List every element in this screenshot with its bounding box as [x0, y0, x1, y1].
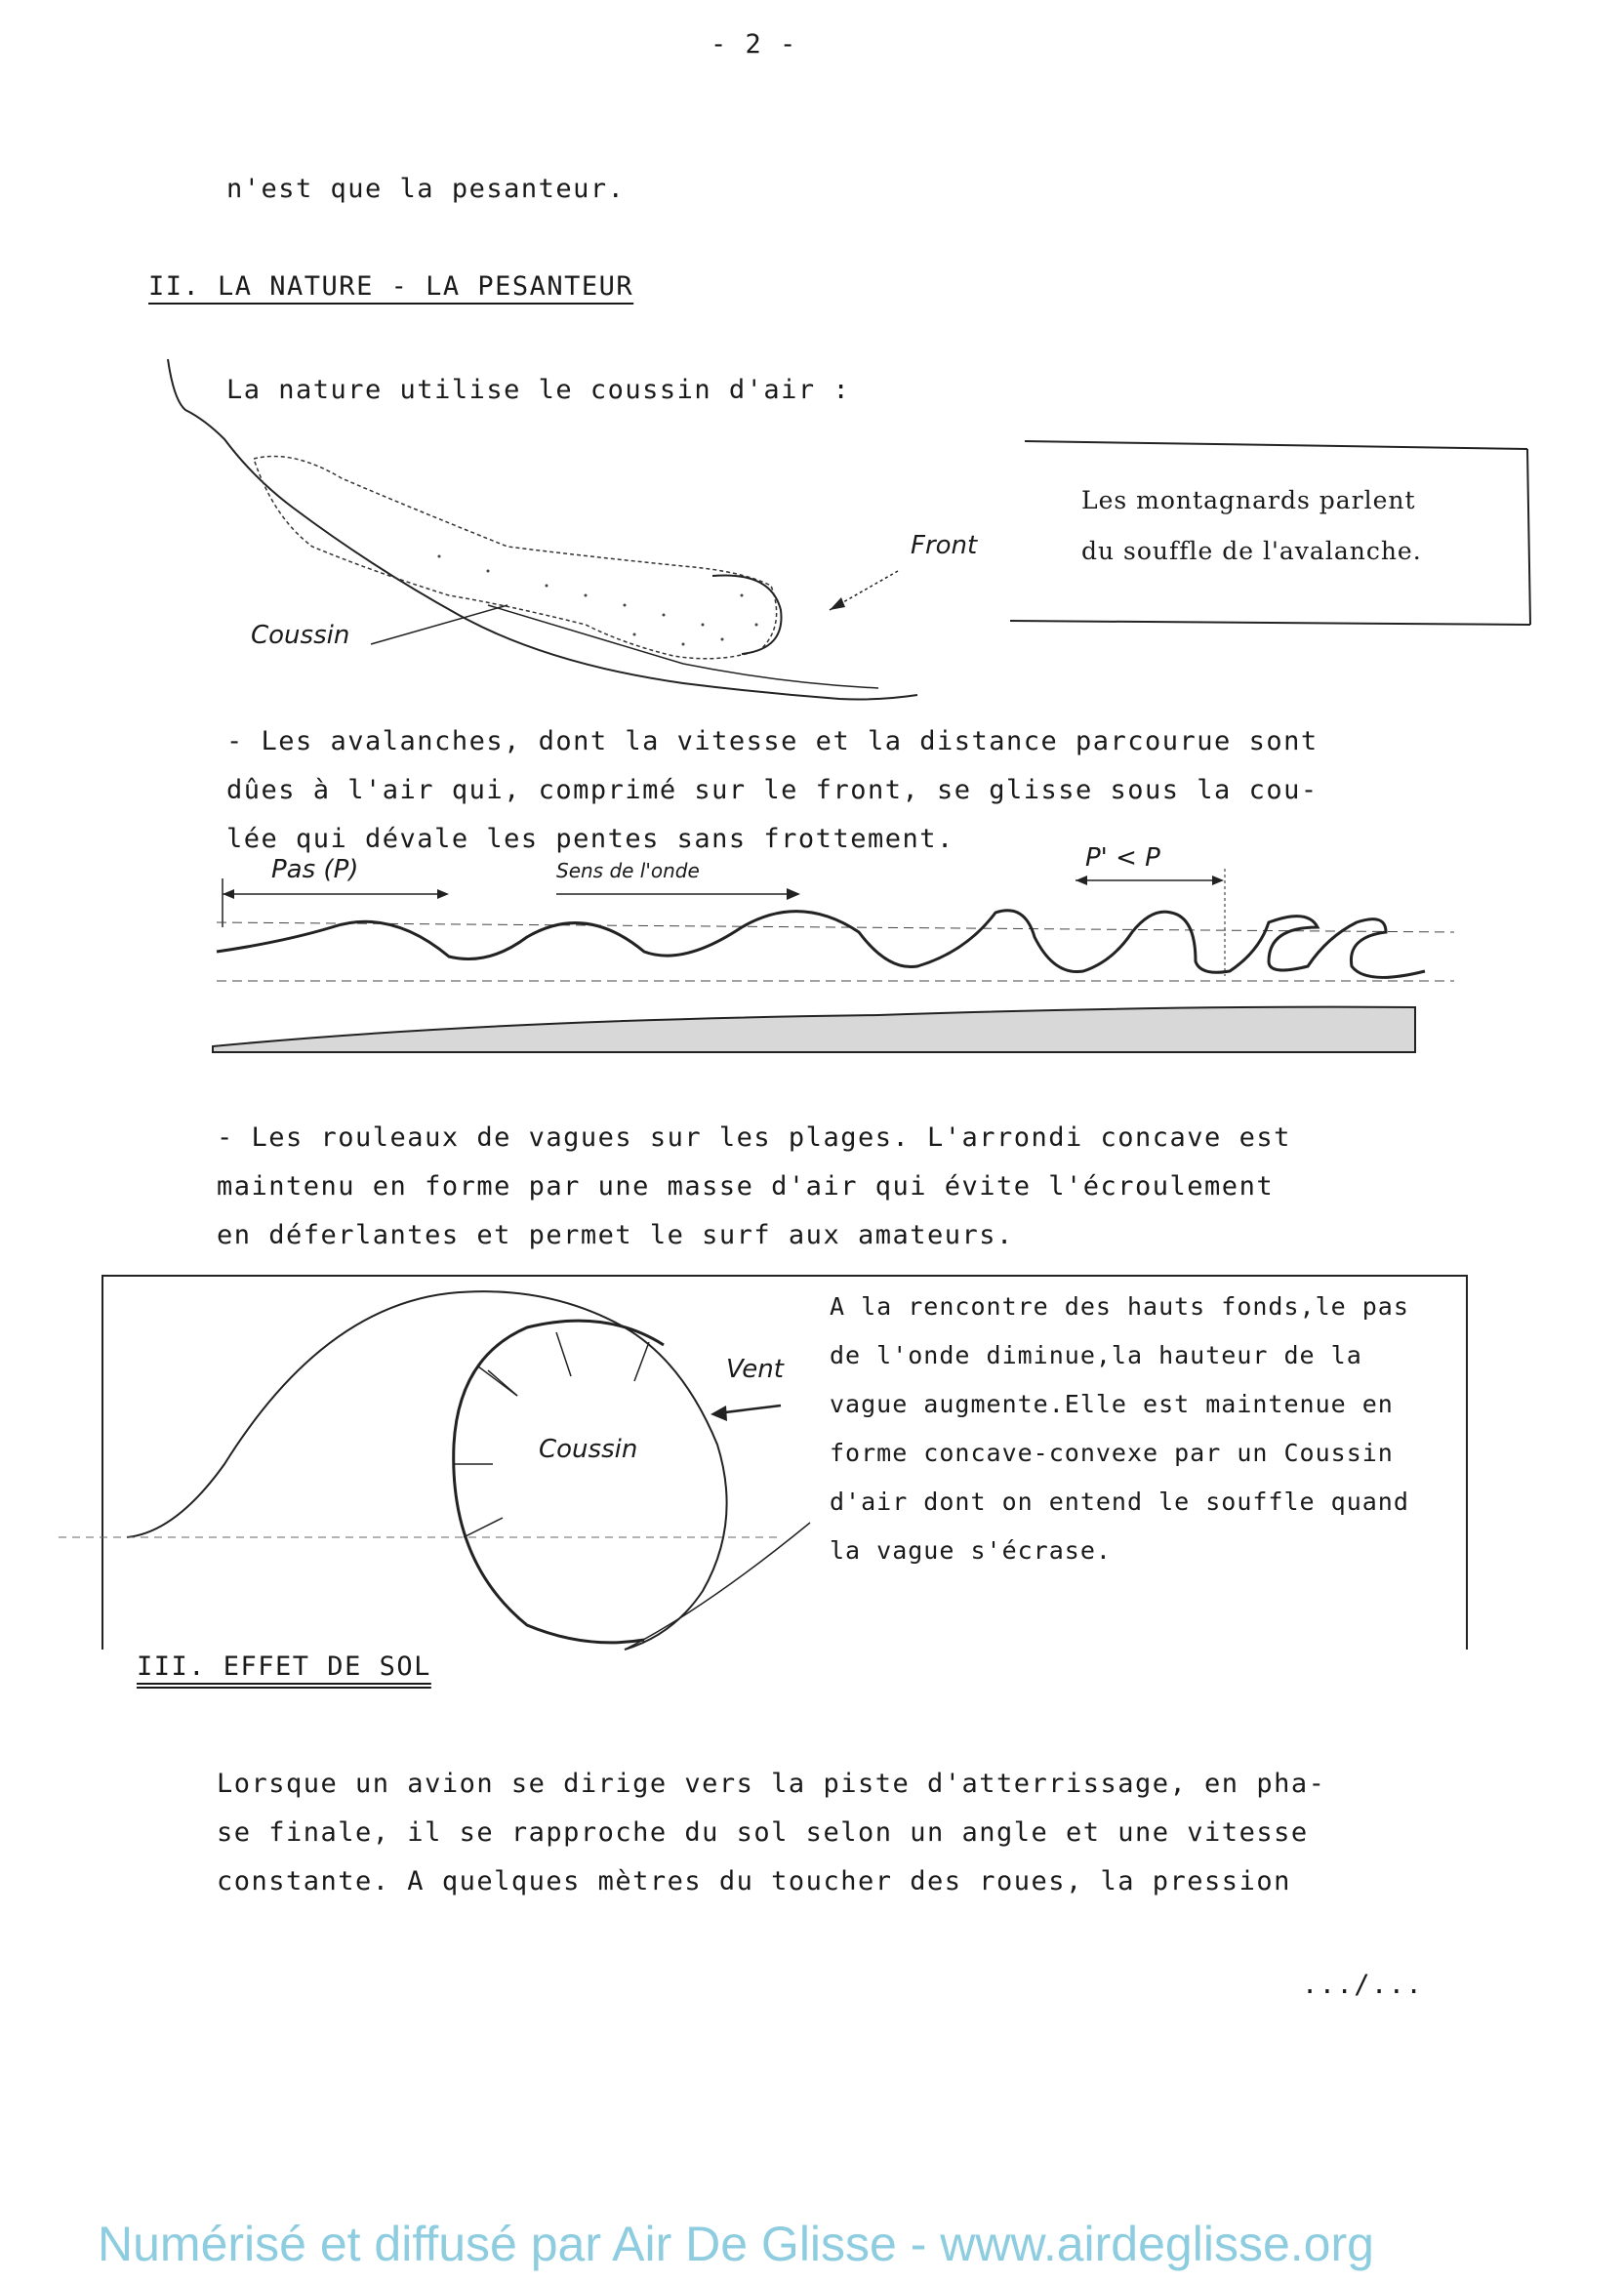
section3-text-line-2: se finale, il se rapproche du sol selon un angle et une vitesse: [217, 1817, 1309, 1848]
section2-intro: La nature utilise le coussin d'air :: [226, 375, 851, 405]
section3-text-line-1: Lorsque un avion se dirige vers la piste d'atterrissage, en pha-: [217, 1769, 1326, 1799]
section3-title: III. EFFET DE SOL: [137, 1651, 431, 1682]
breaker-text-line-4: forme concave-convexe par un Coussin: [830, 1439, 1394, 1467]
sens-label: Sens de l'onde: [556, 859, 700, 882]
avalanche-text-line-2: dûes à l'air qui, comprimé sur le front, se glisse sous la cou-: [226, 775, 1319, 805]
rouleaux-text-line-1: - Les rouleaux de vagues sur les plages. L'arrondi concave est: [217, 1122, 1291, 1153]
avalanche-note-line-2: du souffle de l'avalanche.: [1081, 537, 1422, 565]
breaker-text-line-3: vague augmente.Elle est maintenue en: [830, 1390, 1394, 1418]
section2-title: II. LA NATURE - LA PESANTEUR: [148, 271, 634, 302]
vent-label: Vent: [726, 1355, 784, 1384]
breaker-text-line-5: d'air dont on entend le souffle quand: [830, 1488, 1409, 1516]
avalanche-text-line-3: lée qui dévale les pentes sans frottement.: [226, 824, 954, 854]
intro-line: n'est que la pesanteur.: [226, 174, 626, 204]
breaker-text-line-2: de l'onde diminue,la hauteur de la: [830, 1341, 1362, 1369]
avalanche-note-line-1: Les montagnards parlent: [1081, 486, 1416, 514]
breaker-text-line-1: A la rencontre des hauts fonds,le pas: [830, 1292, 1409, 1321]
avalanche-text-line-1: - Les avalanches, dont la vitesse et la distance parcourue sont: [226, 726, 1319, 756]
breaker-text-line-6: la vague s'écrase.: [830, 1536, 1112, 1565]
page-number: - 2 -: [710, 29, 797, 60]
coussin-label-breaker: Coussin: [539, 1435, 638, 1464]
front-label: Front: [911, 531, 978, 560]
coussin-label-avalanche: Coussin: [251, 621, 350, 650]
pas-label: Pas (P): [271, 855, 359, 884]
section3-text-line-3: constante. A quelques mètres du toucher des roues, la pression: [217, 1866, 1291, 1896]
rouleaux-text-line-3: en déferlantes et permet le surf aux amateurs.: [217, 1220, 1014, 1250]
p-prime-label: P' < P: [1085, 843, 1160, 873]
rouleaux-text-line-2: maintenu en forme par une masse d'air qui évite l'écroulement: [217, 1171, 1275, 1202]
continuation-mark: .../...: [1302, 1970, 1424, 2000]
watermark: Numérisé et diffusé par Air De Glisse - www.airdeglisse.org: [98, 2217, 1374, 2271]
